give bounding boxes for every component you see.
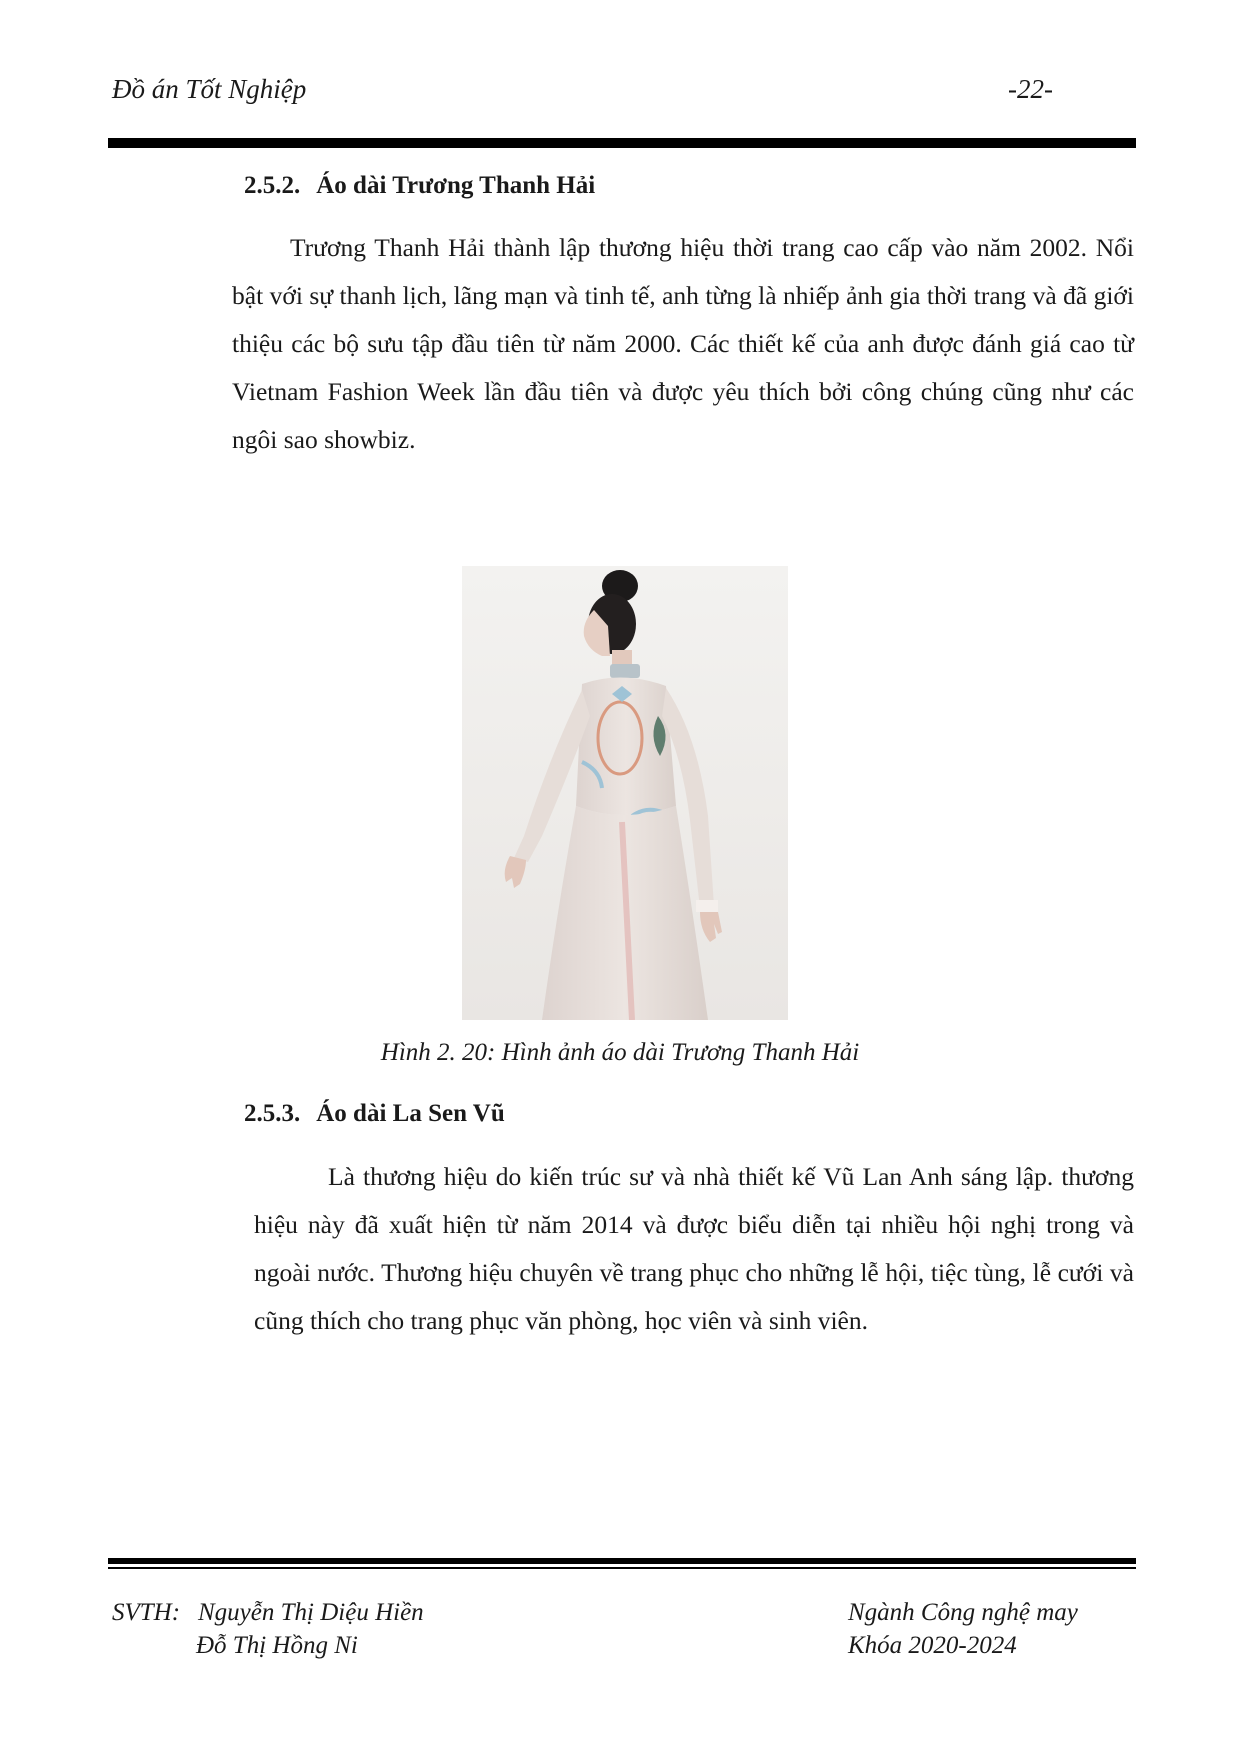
cohort: Khóa 2020-2024: [848, 1632, 1017, 1659]
major: Ngành Công nghệ may: [848, 1599, 1078, 1626]
page-number: -22-: [1008, 74, 1053, 104]
section-heading-2-5-3: [244, 1100, 505, 1128]
footer-rule: [108, 1558, 1136, 1564]
header-title: Đồ án Tốt Nghiệp: [112, 74, 307, 104]
section-title: Áo dài La Sen Vũ: [316, 1100, 505, 1127]
student-name-2: Đỗ Thị Hồng Ni: [196, 1632, 358, 1659]
section-heading-2-5-2: [244, 172, 595, 200]
ao-dai-model-illustration: [462, 566, 788, 1020]
ao-dai-photo: [462, 566, 788, 1020]
section-number: 2.5.2.: [244, 172, 301, 199]
paragraph-truong-thanh-hai: Trương Thanh Hải thành lập thương hiệu thời trang cao cấp vào năm 2002. Nổi bật với sự thanh lịch, lãng mạn và tinh tế, anh từng là nhiếp ảnh gia thời trang và đã giới thiệu các bộ sưu tập đầu tiên từ năm 2000. Các thiết kế của anh được đánh giá cao từ Vietnam Fashion Week lần đầu tiên và được yêu thích bởi công chúng cũng như các ngôi sao showbiz.: [232, 233, 1134, 454]
header-rule: [108, 138, 1136, 148]
paragraph-la-sen-vu: Là thương hiệu do kiến trúc sư và nhà thiết kế Vũ Lan Anh sáng lập. thương hiệu này đã xuất hiện từ năm 2014 và được biểu diễn tại nhiều hội nghị trong và ngoài nước. Thương hiệu chuyên về trang phục cho những lễ hội, tiệc tùng, lễ cưới và cũng thích cho trang phục văn phòng, học viên và sinh viên.: [254, 1162, 1134, 1335]
student-name-1: Nguyễn Thị Diệu Hiền: [198, 1599, 424, 1626]
footer-rule-thin: [108, 1567, 1136, 1569]
section-title: Áo dài Trương Thanh Hải: [316, 172, 596, 199]
svth-label: SVTH:: [112, 1599, 181, 1626]
section-number: 2.5.3.: [244, 1100, 301, 1127]
figure-caption: Hình 2. 20: Hình ảnh áo dài Trương Thanh Hải: [380, 1039, 860, 1066]
